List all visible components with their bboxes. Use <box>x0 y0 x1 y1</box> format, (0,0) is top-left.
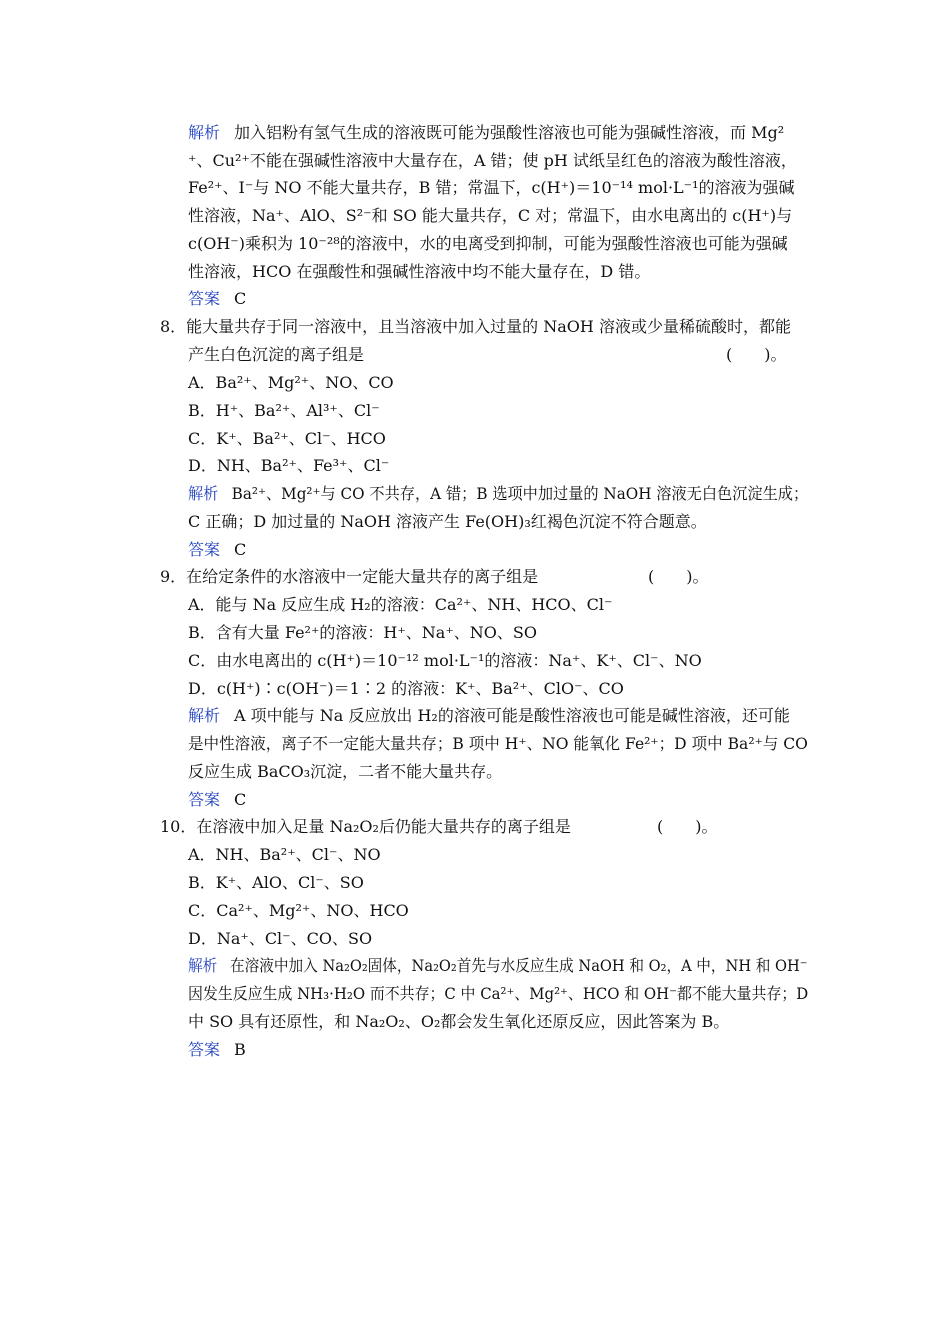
answer-value: B <box>234 1040 246 1059</box>
answer-line <box>188 790 246 810</box>
analysis-label: 解析 <box>188 123 221 142</box>
option-b: B．K⁺、AlO、Cl⁻、SO <box>188 873 364 892</box>
analysis-line: Fe²⁺、I⁻与 NO 不能大量共存，B 错；常温下，c(H⁺)＝10⁻¹⁴ mol·L⁻¹的溶液为强碱 <box>188 178 795 197</box>
option-a: A．Ba²⁺、Mg²⁺、NO、CO <box>188 373 394 392</box>
answer-bracket: ( )。 <box>657 817 718 836</box>
analysis-line: 性溶液，HCO 在强酸性和强碱性溶液中均不能大量存在，D 错。 <box>188 262 651 281</box>
analysis-line: 因发生反应生成 NH₃·H₂O 而不共存；C 中 Ca²⁺、Mg²⁺、HCO 和 OH⁻都不能大量共存；D <box>188 984 809 1003</box>
analysis-label: 解析 <box>188 706 221 725</box>
analysis-label: 解析 <box>188 956 218 975</box>
answer-value: C <box>234 790 247 809</box>
option-b: B．含有大量 Fe²⁺的溶液：H⁺、Na⁺、NO、SO <box>188 623 537 642</box>
analysis-line <box>188 706 790 726</box>
option-c: C．由水电离出的 c(H⁺)＝10⁻¹² mol·L⁻¹的溶液：Na⁺、K⁺、Cl⁻、NO <box>188 651 702 670</box>
option-c: C．Ca²⁺、Mg²⁺、NO、HCO <box>188 901 409 920</box>
option-d: D．NH、Ba²⁺、Fe³⁺、Cl⁻ <box>188 456 390 475</box>
answer-line <box>188 289 246 309</box>
analysis-label: 解析 <box>188 484 219 503</box>
analysis-line: 中 SO 具有还原性，和 Na₂O₂、O₂都会发生氧化还原反应，因此答案为 B。 <box>188 1012 730 1031</box>
option-a: A．NH、Ba²⁺、Cl⁻、NO <box>188 845 381 864</box>
answer-line <box>188 540 246 560</box>
answer-label: 答案 <box>188 1040 221 1059</box>
option-a: A．能与 Na 反应生成 H₂的溶液：Ca²⁺、NH、HCO、Cl⁻ <box>188 595 613 614</box>
analysis-line: C 正确；D 加过量的 NaOH 溶液产生 Fe(OH)₃红褐色沉淀不符合题意。 <box>188 512 707 531</box>
question-stem: 9．在给定条件的水溶液中一定能大量共存的离子组是 <box>160 567 539 586</box>
analysis-line: 是中性溶液，离子不一定能大量共存；B 项中 H⁺、NO 能氧化 Fe²⁺；D 项中 Ba²⁺与 CO <box>188 734 808 753</box>
analysis-line <box>188 123 784 143</box>
answer-label: 答案 <box>188 289 221 308</box>
question-stem: 10．在溶液中加入足量 Na₂O₂后仍能大量共存的离子组是 <box>160 817 571 836</box>
analysis-text: 在溶液中加入 Na₂O₂固体，Na₂O₂首先与水反应生成 NaOH 和 O₂，A 中，NH 和 OH⁻ <box>230 956 808 975</box>
answer-value: C <box>234 289 247 308</box>
analysis-text: 加入铝粉有氢气生成的溶液既可能为强酸性溶液也可能为强碱性溶液，而 Mg² <box>234 123 785 142</box>
option-c: C．K⁺、Ba²⁺、Cl⁻、HCO <box>188 429 386 448</box>
analysis-text: A 项中能与 Na 反应放出 H₂的溶液可能是酸性溶液也可能是碱性溶液，还可能 <box>234 706 790 725</box>
analysis-line <box>188 484 808 504</box>
analysis-line: 反应生成 BaCO₃沉淀，二者不能大量共存。 <box>188 762 503 781</box>
answer-label: 答案 <box>188 790 221 809</box>
option-d: D．Na⁺、Cl⁻、CO、SO <box>188 929 373 948</box>
answer-bracket: ( )。 <box>648 567 709 586</box>
answer-bracket: ( )。 <box>726 345 787 364</box>
answer-value: C <box>234 540 247 559</box>
question-stem: 产生白色沉淀的离子组是 <box>188 345 365 364</box>
option-b: B．H⁺、Ba²⁺、Al³⁺、Cl⁻ <box>188 401 380 420</box>
analysis-line: ⁺、Cu²⁺不能在强碱性溶液中大量存在，A 错；使 pH 试纸呈红色的溶液为酸性溶液， <box>188 151 797 170</box>
analysis-text: Ba²⁺、Mg²⁺与 CO 不共存，A 错；B 选项中加过量的 NaOH 溶液无白色沉淀生成； <box>231 484 809 503</box>
question-stem: 8．能大量共存于同一溶液中，且当溶液中加入过量的 NaOH 溶液或少量稀硫酸时，都能 <box>160 317 791 336</box>
analysis-line <box>188 956 807 976</box>
analysis-line: c(OH⁻)乘积为 10⁻²⁸的溶液中，水的电离受到抑制，可能为强酸性溶液也可能为强碱 <box>188 234 788 253</box>
option-d: D．c(H⁺)∶c(OH⁻)＝1∶2 的溶液：K⁺、Ba²⁺、ClO⁻、CO <box>188 679 624 698</box>
answer-label: 答案 <box>188 540 221 559</box>
answer-line <box>188 1040 246 1060</box>
analysis-line: 性溶液，Na⁺、AlO、S²⁻和 SO 能大量共存，C 对；常温下，由水电离出的 c(H⁺)与 <box>188 206 793 225</box>
